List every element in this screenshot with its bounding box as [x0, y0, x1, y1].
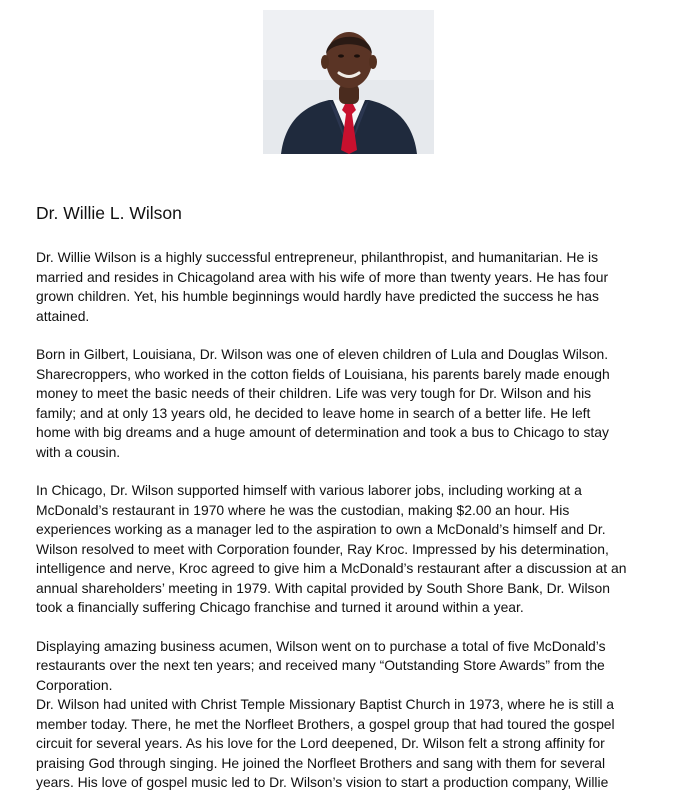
text-line: member today. There, he met the Norfleet Brothers, a gospel group that had toured the gospel — [36, 715, 615, 732]
paragraph-intro — [36, 248, 676, 326]
text-line: Dr. Wilson had united with Christ Temple Missionary Baptist Church in 1973, where he is still a — [36, 696, 614, 712]
paragraph-business — [36, 637, 676, 696]
text-line: Sharecroppers, who worked in the cotton fields of Louisiana, his parents barely made enough — [36, 365, 610, 382]
text-line: annual shareholders’ meeting in 1979. With capital provided by South Shore Bank, Dr. Wilson — [36, 579, 610, 596]
document-title: Dr. Willie L. Wilson — [36, 203, 182, 223]
text-line: experiences working as a manager led to the aspiration to own a McDonald’s himself and Dr. — [36, 521, 606, 537]
text-line: Corporation. — [36, 676, 113, 693]
text-line: attained. — [36, 307, 90, 324]
text-line: praising God through singing. He joined the Norfleet Brothers and sang with them for several — [36, 754, 606, 771]
text-line: family; and at only 13 years old, he decided to leave home in search of a better life. He left — [36, 404, 591, 421]
paragraph-chicago — [36, 481, 676, 618]
paragraph-early-life — [36, 345, 676, 462]
text-line: grown children. Yet, his humble beginnings would hardly have predicted the success he has — [36, 288, 599, 304]
text-line: restaurants over the next ten years; and received many “Outstanding Store Awards” from the — [36, 657, 605, 673]
text-line: McDonald’s restaurant in 1970 where he was the custodian, making $2.00 an hour. His — [36, 501, 570, 518]
text-line: with a cousin. — [36, 443, 121, 460]
portrait-image — [263, 10, 434, 154]
text-line: home with big dreams and a huge amount of determination and took a bus to Chicago to stay — [36, 424, 609, 440]
text-line: Wilson resolved to meet with Corporation founder, Ray Kroc. Impressed by his determination, — [36, 540, 609, 557]
text-line: circuit for several years. As his love for the Lord deepened, Dr. Wilson felt a strong affinity for — [36, 735, 605, 751]
portrait-photo — [263, 10, 434, 154]
text-line: money to meet the basic needs of their children. Life was very tough for Dr. Wilson and his — [36, 385, 592, 401]
text-line: Displaying amazing business acumen, Wilson went on to purchase a total of five McDonald’s — [36, 637, 606, 654]
biography-body — [36, 248, 676, 793]
text-line: Dr. Willie Wilson is a highly successful entrepreneur, philanthropist, and humanitarian. He is — [36, 249, 599, 265]
paragraph-church — [36, 695, 676, 793]
text-line: intelligence and nerve, Kroc agreed to give him a McDonald’s restaurant after a discussion at an — [36, 560, 627, 576]
text-line: took a financially suffering Chicago franchise and turned it around within a year. — [36, 599, 524, 615]
text-line: married and resides in Chicagoland area with his wife of more than twenty years. He has four — [36, 268, 609, 285]
text-line: years. His love of gospel music led to Dr. Wilson’s vision to start a production company, Willie — [36, 774, 609, 790]
text-line: In Chicago, Dr. Wilson supported himself with various laborer jobs, including working at a — [36, 482, 582, 498]
text-line: Born in Gilbert, Louisiana, Dr. Wilson was one of eleven children of Lula and Douglas Wilson. — [36, 346, 609, 362]
